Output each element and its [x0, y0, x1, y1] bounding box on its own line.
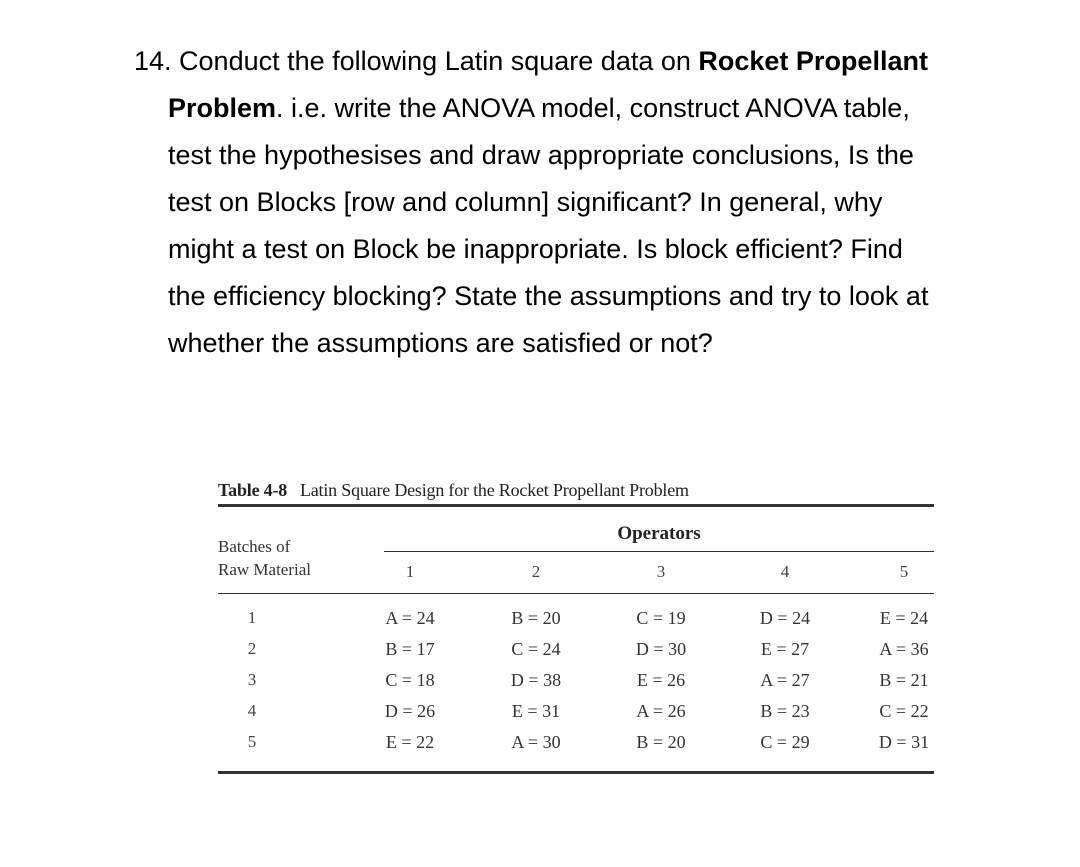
table-caption — [218, 476, 934, 504]
table-bottom-rule — [218, 771, 934, 774]
table-cell: E = 26 — [636, 670, 686, 690]
column-header: 2 — [531, 562, 541, 581]
column-header: 1 — [405, 562, 415, 581]
table-body — [218, 594, 934, 771]
table-cell: E = 27 — [760, 639, 810, 659]
row-label: 5 — [247, 732, 257, 751]
table-cell: C = 29 — [760, 732, 810, 752]
question-line-3: test the hypothesises and draw appropriate conclusions, Is the — [168, 140, 914, 170]
table-cell: B = 20 — [511, 608, 561, 628]
bold-problem-title-part2: Problem — [168, 93, 277, 123]
question-line-2-text: . i.e. write the ANOVA model, construct ANOVA table, — [276, 93, 910, 123]
operators-rule — [384, 551, 934, 552]
question-line-1-text: 14. Conduct the following Latin square data on — [134, 46, 699, 76]
column-header: 4 — [780, 562, 790, 581]
column-header: 3 — [656, 562, 666, 581]
row-label: 3 — [247, 670, 257, 689]
table-cell: D = 26 — [384, 701, 436, 721]
table-cell: D = 24 — [759, 608, 811, 628]
table-cell: A = 36 — [879, 639, 929, 659]
row-header-label — [218, 535, 311, 581]
operators-header: Operators — [617, 523, 701, 544]
table-cell: B = 17 — [385, 639, 435, 659]
table-caption-number: Table 4-8 — [218, 480, 288, 500]
table-cell: C = 24 — [511, 639, 561, 659]
row-header-line-2: Raw Material — [218, 560, 311, 579]
row-label: 4 — [247, 701, 257, 720]
table-cell: A = 26 — [636, 701, 686, 721]
question-line-5: might a test on Block be inappropriate. Is block efficient? Find — [168, 234, 903, 264]
table-cell: B = 21 — [879, 670, 929, 690]
table-cell: C = 22 — [879, 701, 929, 721]
table-cell: D = 38 — [510, 670, 562, 690]
table-cell: A = 27 — [760, 670, 810, 690]
table-row — [218, 635, 934, 666]
table-cell: C = 19 — [636, 608, 686, 628]
table-row — [218, 697, 934, 728]
table-cell: A = 30 — [511, 732, 561, 752]
table-cell: E = 22 — [385, 732, 435, 752]
question-line-2 — [134, 85, 1000, 132]
question-line-1 — [134, 38, 1000, 85]
table-cell: E = 24 — [879, 608, 929, 628]
row-header-line-1: Batches of — [218, 537, 291, 556]
table-cell: A = 24 — [385, 608, 435, 628]
table-caption-title: Latin Square Design for the Rocket Propellant Problem — [299, 480, 689, 500]
row-label: 1 — [247, 608, 257, 627]
table-cell: B = 23 — [760, 701, 810, 721]
table-header — [218, 507, 934, 593]
question-text — [134, 38, 1000, 367]
table-cell: B = 20 — [636, 732, 686, 752]
latin-square-table — [218, 476, 934, 774]
table-cell: C = 18 — [385, 670, 435, 690]
table-row — [218, 728, 934, 759]
question-line-6: the efficiency blocking? State the assumptions and try to look at — [168, 281, 929, 311]
column-header: 5 — [899, 562, 909, 581]
bold-problem-title-part1: Rocket Propellant — [698, 46, 928, 76]
table-cell: E = 31 — [511, 701, 561, 721]
table-cell: D = 31 — [878, 732, 930, 752]
row-label: 2 — [247, 639, 257, 658]
table-row — [218, 604, 934, 635]
table-cell: D = 30 — [635, 639, 687, 659]
question-line-4: test on Blocks [row and column] significant? In general, why — [168, 187, 883, 217]
table-row — [218, 666, 934, 697]
question-line-7: whether the assumptions are satisfied or not? — [168, 328, 713, 358]
